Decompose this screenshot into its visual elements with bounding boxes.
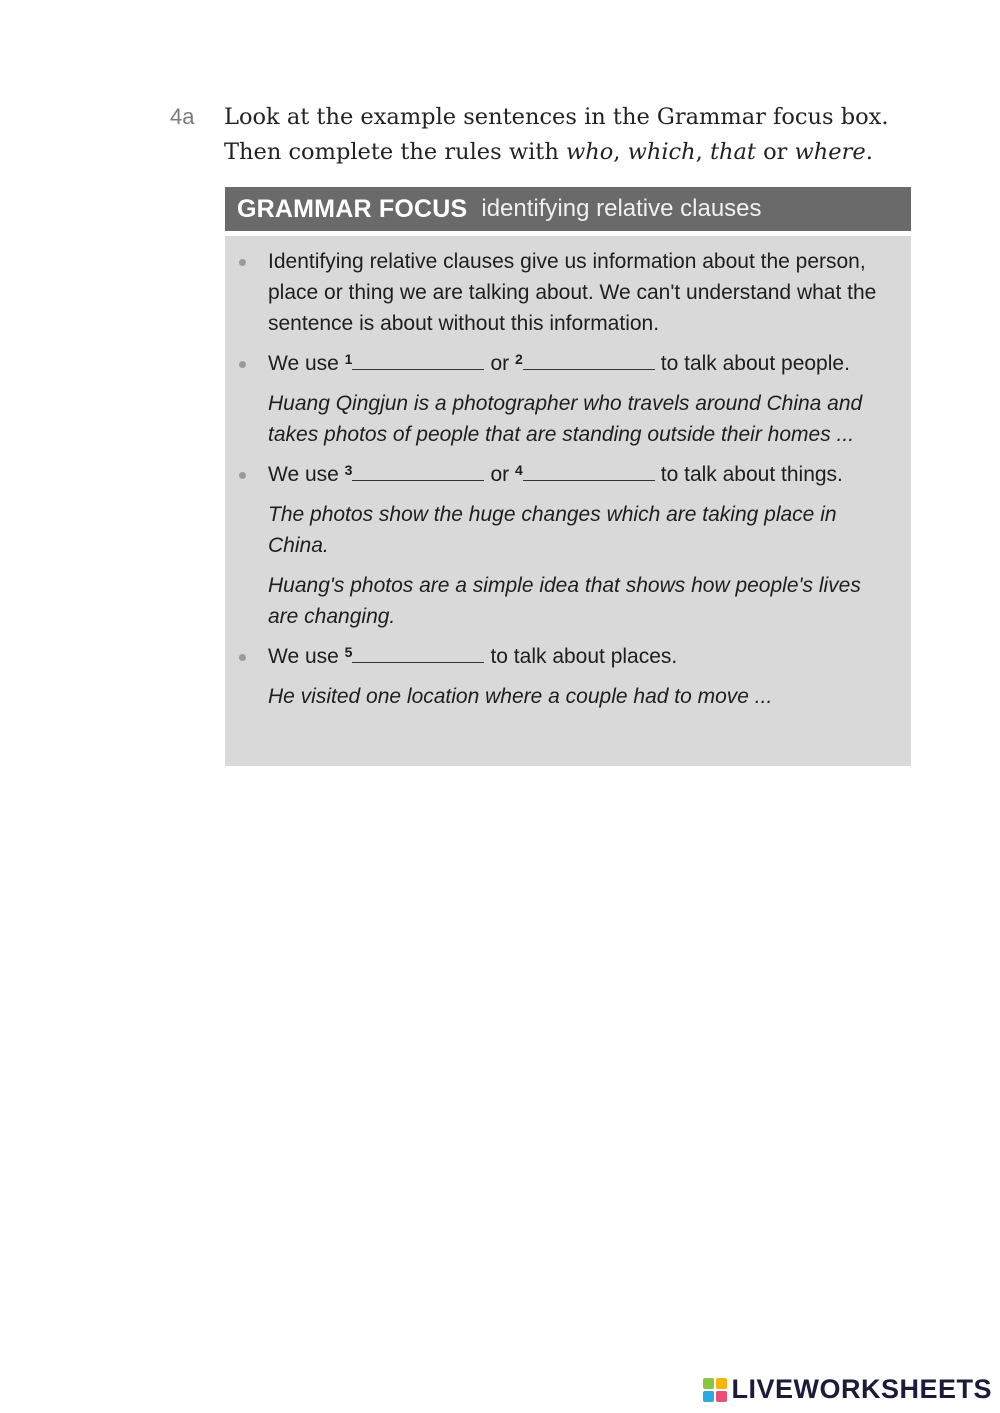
example-things-1: The photos show the huge changes which are taking place in China. xyxy=(268,503,837,557)
separator: , xyxy=(613,139,628,165)
exercise-number: 4a xyxy=(170,104,195,129)
logo-square xyxy=(716,1378,727,1389)
period: . xyxy=(865,139,873,165)
grammar-focus-title: GRAMMAR FOCUS xyxy=(237,194,468,223)
rule-prefix: We use xyxy=(268,463,345,486)
logo-grid-icon xyxy=(703,1378,727,1402)
liveworksheets-logo xyxy=(703,1374,992,1405)
rule-places xyxy=(268,641,887,672)
blank-3[interactable] xyxy=(352,460,484,481)
logo-square xyxy=(703,1378,714,1389)
word-where: where xyxy=(794,139,866,165)
logo-square xyxy=(703,1391,714,1402)
blank-1[interactable] xyxy=(352,349,484,370)
rule-suffix: to talk about places. xyxy=(490,645,678,668)
rule-or: or xyxy=(490,463,515,486)
blank-2[interactable] xyxy=(523,349,655,370)
blank-4[interactable] xyxy=(523,460,655,481)
exercise-line-1: Look at the example sentences in the Grammar focus box. xyxy=(224,104,889,130)
logo-text: LIVEWORKSHEETS xyxy=(731,1374,992,1404)
example-people: Huang Qingjun is a photographer who travels around China and takes photos of people that are standing outside their homes ... xyxy=(268,392,863,446)
line2-start: Then complete the rules with xyxy=(224,139,566,165)
logo-square xyxy=(716,1391,727,1402)
word-which: which xyxy=(627,139,696,165)
word-who: who xyxy=(565,139,614,165)
grammar-focus-header xyxy=(225,187,911,231)
rule-prefix: We use xyxy=(268,645,345,668)
blank-number-3: 3 xyxy=(344,462,353,478)
blank-number-5: 5 xyxy=(344,644,353,660)
blank-number-2: 2 xyxy=(514,351,523,367)
intro-bullet: Identifying relative clauses give us information about the person, place or thing we are talking about. We can't understand what the sentence is about without this information. xyxy=(268,246,887,339)
grammar-focus-body xyxy=(225,236,911,766)
blank-number-4: 4 xyxy=(514,462,523,478)
rule-or: or xyxy=(490,352,515,375)
grammar-focus-box xyxy=(225,187,911,766)
example-places: He visited one location where a couple had to move ... xyxy=(268,685,773,708)
blank-number-1: 1 xyxy=(344,351,353,367)
example-things-2: Huang's photos are a simple idea that shows how people's lives are changing. xyxy=(268,574,861,628)
grammar-focus-subtitle: identifying relative clauses xyxy=(481,195,762,222)
exercise-line-2 xyxy=(224,135,924,170)
rule-suffix: to talk about things. xyxy=(660,463,843,486)
rule-suffix: to talk about people. xyxy=(660,352,850,375)
word-or: or xyxy=(755,139,795,165)
rule-things xyxy=(268,459,887,490)
rule-people xyxy=(268,348,887,379)
separator: , xyxy=(695,139,710,165)
rule-prefix: We use xyxy=(268,352,345,375)
word-that: that xyxy=(709,139,756,165)
blank-5[interactable] xyxy=(352,642,484,663)
exercise-text xyxy=(224,100,924,170)
